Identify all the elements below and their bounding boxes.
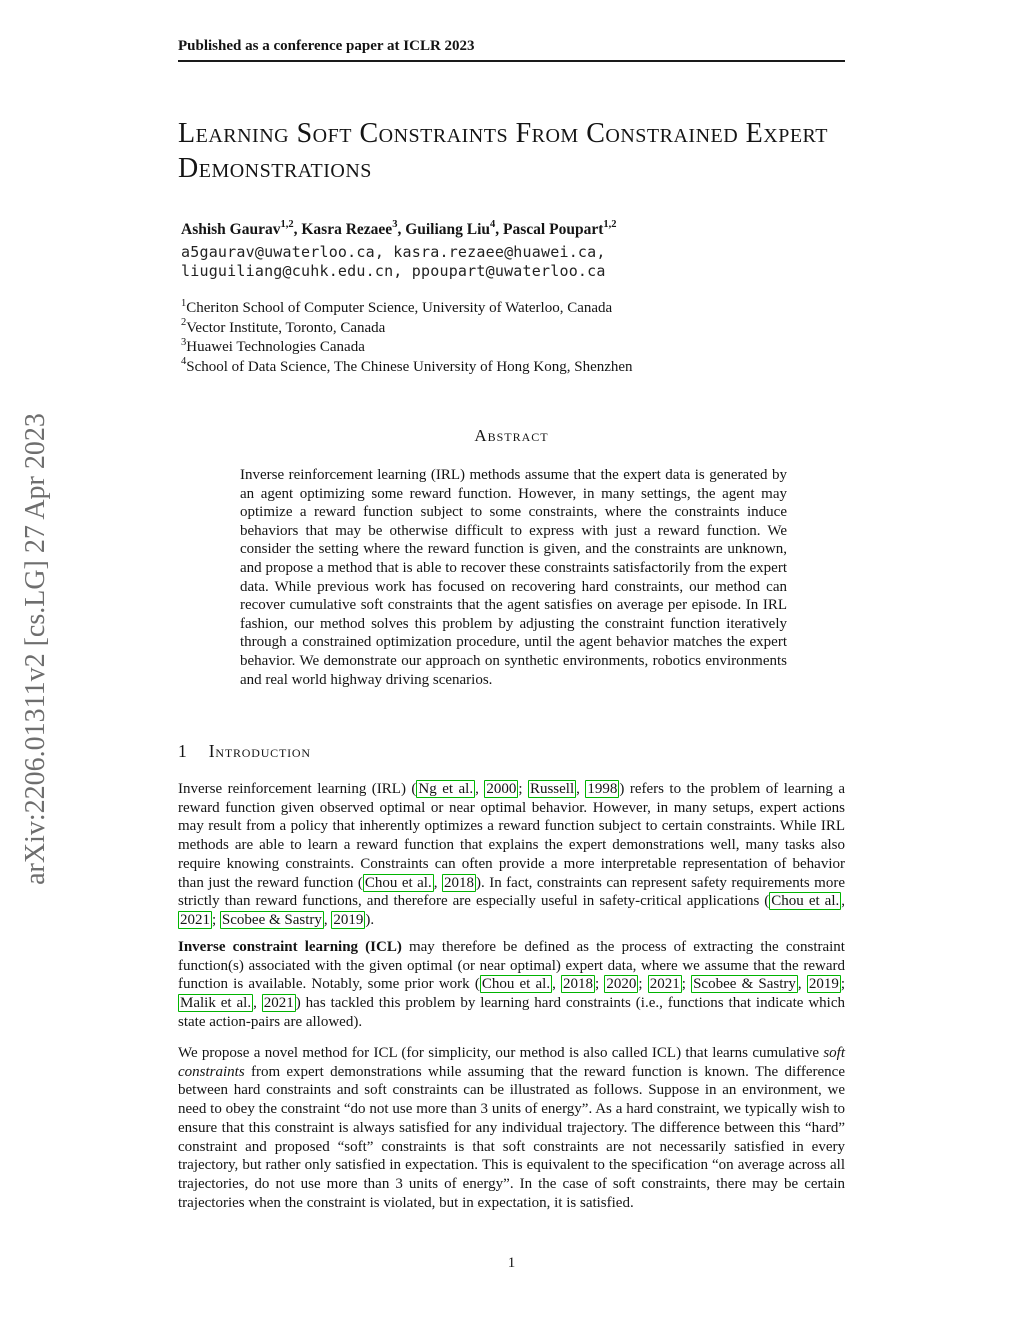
arxiv-watermark: arXiv:2206.01311v2 [cs.LG] 27 Apr 2023 [20,413,51,885]
section-title: Introduction [208,741,311,761]
affiliation-1 [181,299,633,319]
text-segment: , [475,781,485,797]
citation-link[interactable]: Malik et al. [180,995,252,1012]
citation-link[interactable]: 2021 [180,911,210,928]
text-segment: , Kasra Rezaee [293,221,393,238]
citation-link[interactable]: Scobee & Sastry [221,911,322,928]
author-names [181,221,616,239]
citation-link[interactable]: Chou et al. [481,976,551,993]
text-segment: ; [638,976,648,993]
text-segment: 4 [490,219,496,231]
section-heading-introduction [178,741,311,762]
citation-link[interactable]: 2021 [263,995,294,1012]
text-segment: 1,2 [280,219,294,231]
intro-paragraph-2 [178,938,845,1032]
text-segment: ; [840,976,846,993]
text-segment: ; [595,976,605,993]
text-segment: Inverse reinforcement learning (IRL) ( [178,781,417,797]
citation-link[interactable]: Russell [529,781,575,797]
citation-link[interactable]: 1998 [587,781,618,797]
running-header: Published as a conference paper at ICLR 2023 [178,38,475,54]
text-segment: ; [212,911,220,928]
citation-link[interactable]: Chou et al. [771,893,840,910]
text-segment: , [433,874,442,891]
page-number: 1 [507,1255,516,1271]
text-segment: Cheriton School of Computer Science, University of Waterloo, Canada [186,300,613,316]
text-segment: Vector Institute, Toronto, Canada [186,319,386,336]
affiliation-2 [181,319,633,339]
section-number: 1 [178,741,187,761]
citation-link[interactable]: 2021 [649,976,680,993]
header-rule [178,60,845,62]
text-segment: , [552,976,562,993]
citation-link[interactable]: 2019 [333,911,364,928]
abstract-body: Inverse reinforcement learning (IRL) methods assume that the expert data is generated by an agent optimizing some reward function. However, in many settings, the agent may optimize a reward function subject to some constraints, where the constraints induce behaviors that may be otherwise difficult to express with just a reward function. We consider the setting where the reward function is given, and the constraints are unknown, and propose a method that is able to recover these constraints satisfactorily from the expert data. While previous work has focused on recovering hard constraints, our method can recover cumulative soft constraints that the agent satisfies on average per episode. In IRL fashion, our method solves this problem by adjusting the constraint function iteratively through a constrained optimization procedure, until the agent behavior matches the expert behavior. We demonstrate our approach on synthetic environments, robotics environments and real world highway driving scenarios. [240,467,787,688]
text-segment: ; [681,976,692,993]
text-segment: Inverse constraint learning (ICL) [178,939,402,955]
intro-paragraph-1 [178,780,845,930]
abstract-heading: Abstract [474,426,549,445]
text-segment: ; [518,781,528,797]
email-line-1: a5gaurav@uwaterloo.ca, kasra.rezaee@huawei.ca, [181,243,606,261]
paper-title: Learning Soft Constraints From Constrained Expert Demonstrations [178,118,828,184]
text-segment: 1,2 [603,219,617,231]
citation-link[interactable]: Scobee & Sastry [693,976,796,993]
text-segment: ) refers to the problem of learning a reward function given observed optimal or near optimal behavior. However, in many setups, expert actions may result from a policy that inherently optimizes a reward function subject to certain constraints. While IRL methods are able to learn a reward function that explains the expert demonstrations well, many tasks also require knowing constraints. Constraints can often provide a more interpretable representation of behavior than just the reward function ( [178,781,846,891]
text-segment: ). [365,911,375,928]
citation-link[interactable]: Chou et al. [364,874,432,891]
text-segment: , [576,781,586,797]
text-segment: We propose a novel method for ICL (for simplicity, our method is also called ICL) that learns cumulative [178,1045,824,1061]
text-segment: 3 [181,336,187,348]
text-segment: ) has tackled this problem by learning hard constraints (i.e., functions that indicate which state action-pairs are allowed). [178,995,845,1030]
text-segment: , Pascal Poupart [495,221,604,238]
text-segment: from expert demonstrations while assuming that the reward function is known. The difference between hard constraints and soft constraints can be illustrated as follows. Suppose in an environment, we need to obey the constraint “do not use more than 3 units of energy”. As a hard constraint, we typically wish to ensure that this constraint is always satisfied for any individual trajectory. The difference between this “hard” constraint and proposed “soft” constraints is that soft constraints are not necessarily satisfied in every trajectory, but rather only satisfied in expectation. This is equivalent to the specification “on average across all trajectories, do not use more than 3 units of energy”. In the case of soft constraints, there may be certain trajectories when the constraint is violated, but in expectation, it is satisfied. [178,1063,845,1211]
affiliation-4 [181,358,633,378]
text-segment: 3 [392,219,398,231]
text-segment: soft constraints [178,1045,845,1080]
text-segment: , [323,911,332,928]
text-segment: 1 [181,297,187,309]
citation-link[interactable]: 2018 [563,976,594,993]
text-segment: School of Data Science, The Chinese University of Hong Kong, Shenzhen [186,358,633,375]
text-segment: , [841,893,845,910]
text-segment: , Guiliang Liu [397,221,491,238]
text-segment: 4 [181,356,187,368]
text-segment: Ashish Gaurav [181,221,281,238]
citation-link[interactable]: 2019 [808,976,839,993]
citation-link[interactable]: 2020 [606,976,637,993]
citation-link[interactable]: Ng et al. [418,781,474,797]
text-segment: may therefore be defined as the process of extracting the constraint function(s) associated with the given optimal (or near optimal) expert data, where we assume that the reward function is available. Notably, some prior work ( [178,939,845,993]
affiliations [181,299,633,377]
affiliation-3 [181,338,633,358]
text-segment: 2 [181,317,187,329]
citation-link[interactable]: 2018 [443,874,474,891]
intro-paragraph-3 [178,1044,845,1212]
citation-link[interactable]: 2000 [486,781,517,797]
author-emails [181,243,606,281]
email-line-2: liuguiliang@cuhk.edu.cn, ppoupart@uwaterloo.ca [181,262,606,280]
text-segment: , [253,995,262,1012]
text-segment: Huawei Technologies Canada [186,339,365,356]
text-segment: ). In fact, constraints can represent safety requirements more strictly than reward functions, and therefore are especially useful in safety-critical applications ( [178,874,845,910]
text-segment: , [797,976,807,993]
